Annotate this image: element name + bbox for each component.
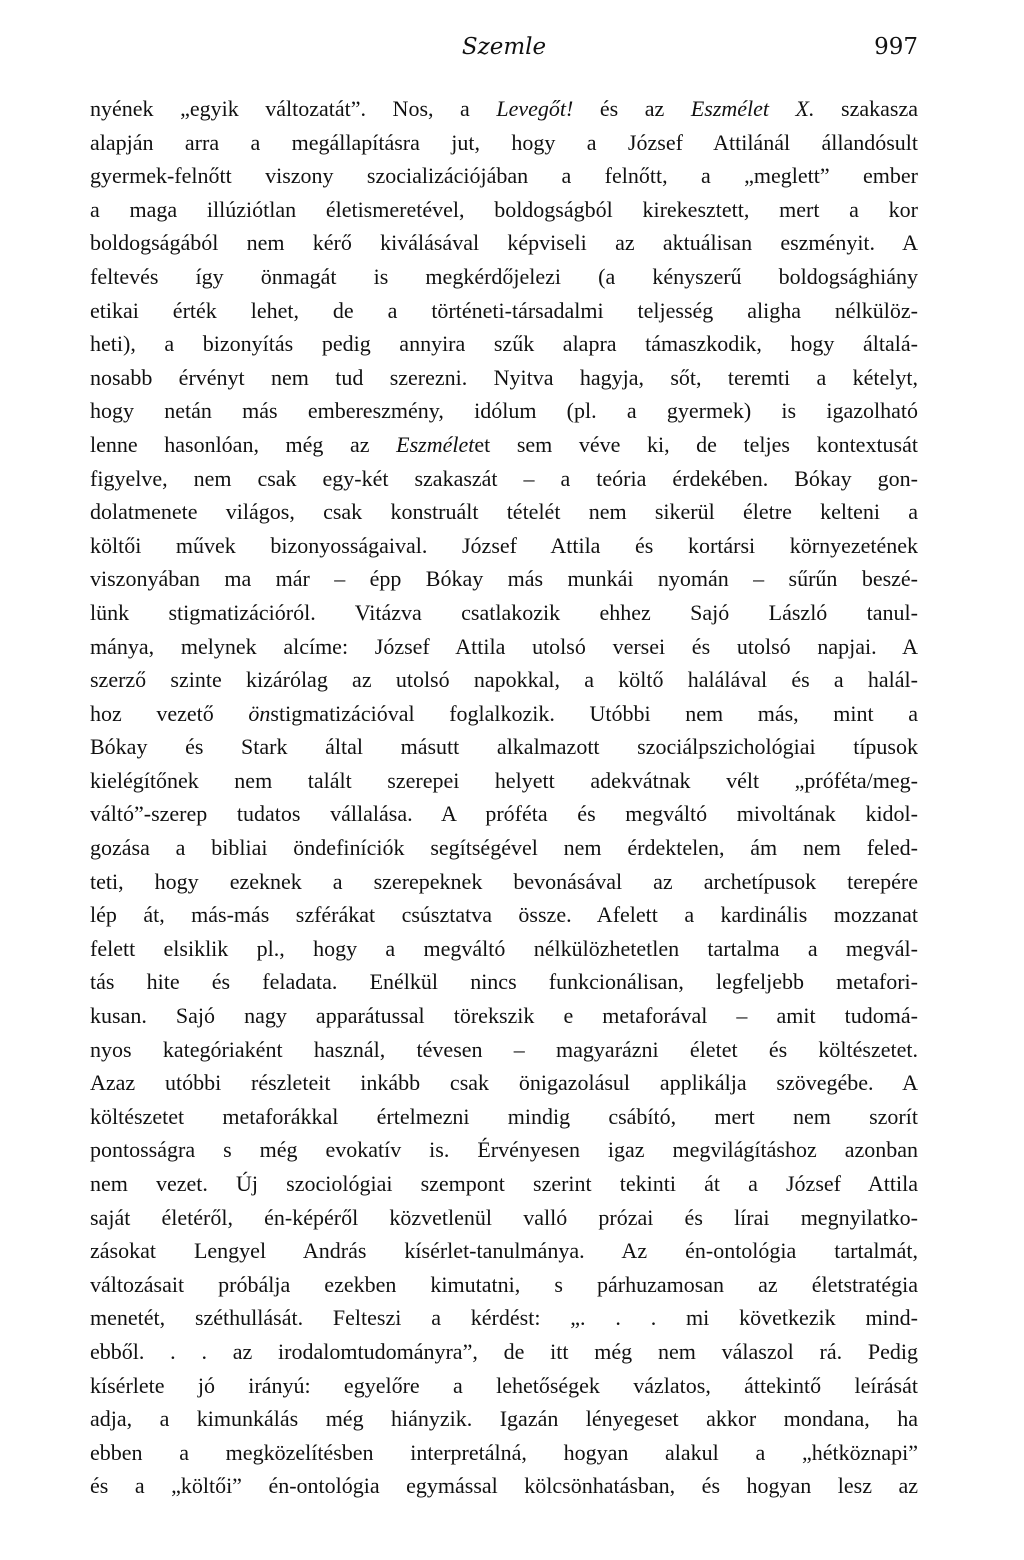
- text-line: ebből. . . az irodalomtudományra”, de itt még nem válaszol rá. Pedig: [90, 1338, 918, 1364]
- text-line: zásokat Lengyel András kísérlet-tanulmánya. Az én-ontológia tartalmát,: [90, 1238, 918, 1264]
- text-line: mánya, melynek alcíme: József Attila utolsó versei és utolsó napjai. A: [90, 633, 918, 659]
- text-line: nosabb érvényt nem tud szerezni. Nyitva hagyja, sőt, teremti a kételyt,: [90, 364, 918, 390]
- text-line: kusan. Sajó nagy apparátussal törekszik e metaforával – amit tudomá-: [90, 1003, 918, 1029]
- text-line: saját életéről, én-képéről közvetlenül valló prózai és lírai megnyilatko-: [90, 1204, 918, 1230]
- text-line: a maga illúziótlan életismeretével, boldogságból kirekesztett, mert a kor: [90, 196, 918, 222]
- text-line: változásait próbálja ezekben kimutatni, s párhuzamosan az életstratégia: [90, 1271, 918, 1297]
- text-line: kísérlete jó irányú: egyelőre a lehetőségek vázlatos, áttekintő leírását: [90, 1372, 918, 1398]
- italic-span: Eszmélet: [396, 431, 475, 457]
- italic-span: ön: [248, 700, 271, 726]
- text-line: hogy netán más embereszmény, idólum (pl. a gyermek) is igazolható: [90, 398, 918, 424]
- text-line: felett elsiklik pl., hogy a megváltó nélkülözhetetlen tartalma a megvál-: [90, 935, 918, 961]
- text-line: szerző szinte kizárólag az utolsó napokkal, a költő halálával és a halál-: [90, 667, 918, 693]
- text-line: etikai érték lehet, de a történeti-társadalmi teljesség aligha nélkülöz-: [90, 297, 918, 323]
- text-line: nyos kategóriaként használ, tévesen – magyarázni életet és költészetet.: [90, 1036, 918, 1062]
- text-line: boldogságából nem kérő kiválásával képviseli az aktuálisan eszményit. A: [90, 230, 918, 256]
- text-line: Azaz utóbbi részleteit inkább csak önigazolásul applikálja szövegébe. A: [90, 1070, 918, 1096]
- body-paragraph: [90, 92, 918, 1503]
- text-line: lünk stigmatizációról. Vitázva csatlakozik ehhez Sajó László tanul-: [90, 599, 918, 625]
- text-line: feltevés így önmagát is megkérdőjelezi (a kényszerű boldogsághiány: [90, 263, 918, 289]
- italic-span: Eszmélet X.: [690, 96, 815, 121]
- running-title: Szemle: [461, 34, 547, 60]
- text-line: költői művek bizonyosságaival. József Attila és kortársi környezetének: [90, 532, 918, 558]
- text-line: váltó”-szerep tudatos vállalása. A próféta és megváltó mivoltának kidol-: [90, 801, 918, 827]
- text-line: Bókay és Stark által másutt alkalmazott szociálpszichológiai típusok: [90, 734, 918, 760]
- text-line: menetét, széthullását. Felteszi a kérdést: „. . . mi következik mind-: [90, 1305, 918, 1331]
- text-line: teti, hogy ezeknek a szerepeknek bevonásával az archetípusok terepére: [90, 868, 918, 894]
- text-line: viszonyában ma már – épp Bókay más munkái nyomán – sűrűn beszé-: [90, 566, 918, 592]
- text-line: költészetet metaforákkal értelmezni mindig csábító, mert nem szorít: [90, 1103, 918, 1129]
- running-header: [90, 30, 918, 70]
- text-line: lenne hasonlóan, még az Eszméletet sem véve ki, de teljes kontextusát: [90, 431, 918, 457]
- text-line: nem vezet. Új szociológiai szempont szerint tekinti át a József Attila: [90, 1171, 918, 1196]
- text-line: adja, a kimunkálás még hiányzik. Igazán lényegeset akkor mondana, ha: [90, 1406, 918, 1432]
- text-line: figyelve, nem csak egy-két szakaszát – a teória érdekében. Bókay gon-: [90, 465, 918, 491]
- text-line: lép át, más-más szférákat csúsztatva össze. Afelett a kardinális mozzanat: [90, 902, 918, 928]
- text-line: alapján arra a megállapításra jut, hogy a József Attilánál állandósult: [90, 129, 918, 155]
- page-number: 997: [874, 34, 918, 60]
- text-line: tás hite és feladata. Enélkül nincs funkcionálisan, legfeljebb metafori-: [90, 969, 918, 995]
- text-line: heti), a bizonyítás pedig annyira szűk alapra támaszkodik, hogy általá-: [90, 331, 918, 357]
- text-line: pontosságra s még evokatív is. Érvényesen igaz megvilágításhoz azonban: [90, 1137, 918, 1163]
- text-line: ebben a megközelítésben interpretálná, hogyan alakul a „hétköznapi”: [90, 1439, 918, 1465]
- text-line: és a „költői” én-ontológia egymással kölcsönhatásban, és hogyan lesz az: [90, 1473, 918, 1499]
- text-line: hoz vezető önstigmatizációval foglalkozik. Utóbbi nem más, mint a: [90, 700, 918, 726]
- text-line: kielégítőnek nem talált szerepei helyett adekvátnak vélt „próféta/meg-: [90, 767, 918, 793]
- text-line: gozása a bibliai öndefiníciók segítségével nem érdektelen, ám nem feled-: [90, 835, 918, 861]
- text-line: dolatmenete világos, csak konstruált tételét nem sikerül életre kelteni a: [90, 499, 918, 525]
- text-line: nyének „egyik változatát”. Nos, a Levegőt! és az Eszmélet X. szakasza: [90, 96, 918, 121]
- text-line: gyermek-felnőtt viszony szocializációjában a felnőtt, a „meglett” ember: [90, 163, 918, 189]
- italic-span: Levegőt!: [496, 96, 574, 121]
